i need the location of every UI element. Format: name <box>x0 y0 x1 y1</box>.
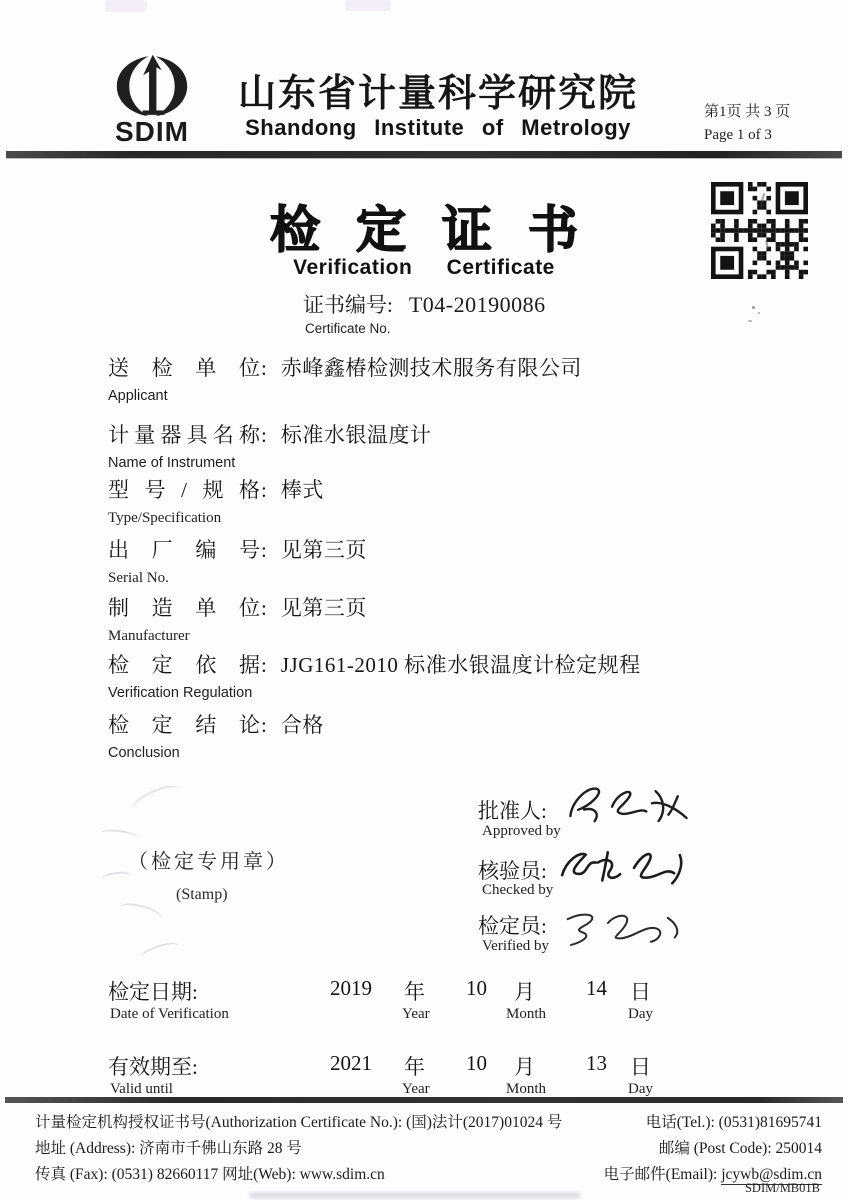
field-label-en: Name of Instrument <box>108 455 236 471</box>
field-row-regulation <box>108 649 641 701</box>
certificate-title-en: Verification Certificate <box>293 256 555 279</box>
field-row-serial-no <box>108 534 367 587</box>
year-unit-cn: 年 <box>404 1055 425 1079</box>
fax-web-line: 传真 (Fax): (0531) 82660117 网址(Web): www.sdim.cn <box>35 1166 385 1183</box>
address-line: 地址 (Address): 济南市千佛山东路 28 号 <box>35 1140 302 1157</box>
month-unit-cn: 月 <box>514 980 535 1004</box>
scan-speck <box>758 312 760 314</box>
colon: : <box>192 980 198 1004</box>
field-row-manufacturer <box>108 592 367 645</box>
footer-left <box>35 1110 562 1188</box>
field-value: 标准水银温度计 <box>280 423 432 447</box>
colon: : <box>261 653 267 677</box>
day-unit-en: Day <box>628 1006 653 1022</box>
approved-by-label-en: Approved by <box>482 823 561 839</box>
field-row-applicant <box>108 352 582 404</box>
field-row-type-spec <box>108 474 324 527</box>
logo-text: SDIM <box>115 116 189 147</box>
day-unit-en: Day <box>628 1081 653 1097</box>
page-indicator-en: Page 1 of 3 <box>704 127 772 143</box>
field-label-cn: 出厂编号 <box>108 538 260 562</box>
field-value: 见第三页 <box>280 596 367 620</box>
colon: : <box>261 538 267 562</box>
verification-month-value: 10 <box>466 976 487 1000</box>
sdim-logo-icon <box>98 54 206 120</box>
verification-year-value: 2019 <box>330 976 372 1000</box>
field-value: 棒式 <box>280 478 324 502</box>
page-indicator-cn: 第1页 共 3 页 <box>704 104 791 120</box>
colon: : <box>261 423 267 447</box>
stamp-ghost-mark <box>117 900 164 926</box>
field-label-en: Verification Regulation <box>108 685 253 701</box>
month-unit-en: Month <box>506 1006 547 1022</box>
field-row-instrument-name <box>108 419 431 471</box>
valid-until-label-en: Valid until <box>110 1081 173 1097</box>
stamp-ghost-mark <box>128 780 184 819</box>
field-value: 见第三页 <box>280 538 367 562</box>
colon: : <box>192 1055 198 1079</box>
stamp-ghost-mark <box>139 939 181 965</box>
certificate-number-label: 证书编号 <box>303 293 387 317</box>
verified-by-label-cn: 检定员: <box>478 914 547 938</box>
email-address: jcywb@sdim.cn <box>721 1166 822 1183</box>
scan-smudge <box>105 0 147 12</box>
field-label-cn: 检定依据 <box>108 653 260 677</box>
valid-until-month-value: 10 <box>466 1051 487 1075</box>
colon: : <box>261 478 267 502</box>
email-label: 电子邮件(Email): <box>603 1166 722 1183</box>
footer-rule <box>5 1097 843 1103</box>
day-unit-cn: 日 <box>630 1055 651 1079</box>
field-label-cn: 制造单位 <box>108 596 260 620</box>
year-unit-cn: 年 <box>404 980 425 1004</box>
field-label-en: Applicant <box>108 388 168 404</box>
org-name-en: Shandong Institute of Metrology <box>245 115 631 140</box>
certificate-number-row <box>303 289 546 319</box>
field-label-en: Serial No. <box>108 570 169 586</box>
field-value: JJG161-2010 标准水银温度计检定规程 <box>280 653 641 677</box>
qr-code <box>711 182 808 279</box>
field-label-cn: 送检单位 <box>108 356 260 380</box>
colon: : <box>261 713 267 737</box>
month-unit-cn: 月 <box>514 1055 535 1079</box>
signature-checked-by <box>554 840 704 892</box>
verification-date-label-en: Date of Verification <box>110 1006 229 1022</box>
postcode-line: 邮编 (Post Code): 250014 <box>658 1140 822 1157</box>
field-label-en: Type/Specification <box>108 510 222 526</box>
field-value: 赤峰鑫椿检测技术服务有限公司 <box>280 356 582 380</box>
field-label-en: Conclusion <box>108 745 180 761</box>
certificate-number-value: T04-20190086 <box>408 292 546 317</box>
field-value: 合格 <box>280 713 324 737</box>
stamp-label-en: (Stamp) <box>176 886 228 903</box>
form-number: SDIM/MB01B <box>744 1181 820 1195</box>
scan-speck <box>748 320 752 322</box>
day-unit-cn: 日 <box>630 980 651 1004</box>
colon: : <box>541 859 547 883</box>
footer-right <box>604 1110 822 1188</box>
year-unit-en: Year <box>402 1006 430 1022</box>
verification-date-label-cn: 检定日期: <box>108 980 198 1004</box>
scan-smudge <box>345 0 391 11</box>
colon: : <box>261 356 267 380</box>
telephone-line: 电话(Tel.): (0531)81695741 <box>645 1114 822 1131</box>
checked-by-label-cn: 核验员: <box>478 859 547 883</box>
stamp-ghost-mark <box>99 827 138 844</box>
signature-approved-by <box>560 778 700 830</box>
field-label-cn: 计量器具名称 <box>108 423 260 447</box>
colon: : <box>541 799 547 823</box>
header-rule <box>6 151 842 158</box>
signature-verified-by <box>552 898 702 950</box>
checked-by-label-en: Checked by <box>482 882 554 898</box>
scan-speck <box>752 306 755 309</box>
colon: : <box>387 293 393 317</box>
valid-until-year-value: 2021 <box>330 1051 372 1075</box>
field-row-conclusion <box>108 709 324 761</box>
certificate-number-label-en: Certificate No. <box>305 321 391 336</box>
colon: : <box>541 914 547 938</box>
authorization-certificate-no: 计量检定机构授权证书号(Authorization Certificate No.): (国)法计(2017)01024 号 <box>35 1114 563 1131</box>
field-label-cn: 检定结论 <box>108 713 260 737</box>
valid-until-label-cn: 有效期至: <box>108 1055 198 1079</box>
stamp-label-cn: （检定专用章） <box>128 851 289 873</box>
scan-smudge-bottom <box>250 1193 580 1198</box>
valid-until-day-value: 13 <box>586 1051 607 1075</box>
approved-by-label-cn: 批准人: <box>478 799 547 823</box>
year-unit-en: Year <box>402 1081 430 1097</box>
org-name-cn: 山东省计量科学研究院 <box>238 73 639 115</box>
field-label-en: Manufacturer <box>108 628 190 644</box>
colon: : <box>261 596 267 620</box>
month-unit-en: Month <box>506 1081 547 1097</box>
certificate-title-cn: 检定证书 <box>270 202 614 258</box>
verified-by-label-en: Verified by <box>482 938 550 954</box>
field-label-cn: 型号/规格 <box>108 478 260 502</box>
verification-day-value: 14 <box>586 976 607 1000</box>
page-indicator <box>704 101 840 147</box>
